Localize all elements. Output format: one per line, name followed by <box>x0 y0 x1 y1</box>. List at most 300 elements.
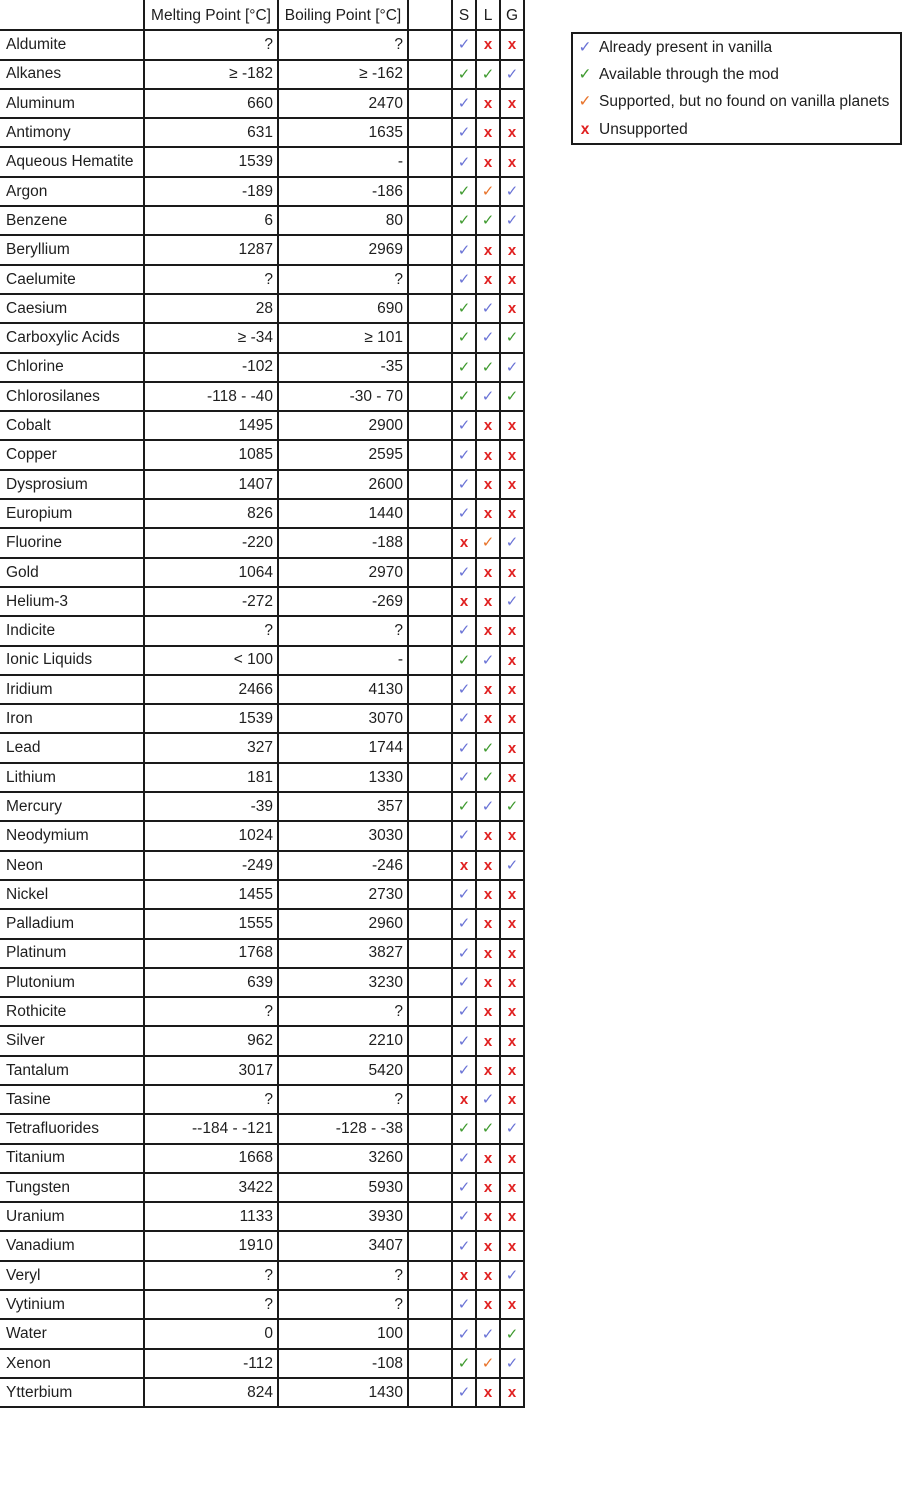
melting-point: -249 <box>144 851 278 880</box>
melting-point: 3422 <box>144 1173 278 1202</box>
melting-point: 1768 <box>144 939 278 968</box>
boiling-point: 5420 <box>278 1056 408 1085</box>
cross-icon: x <box>476 1202 500 1231</box>
element-name: Mercury <box>1 792 144 821</box>
element-name: Xenon <box>1 1349 144 1378</box>
cross-icon: x <box>476 821 500 850</box>
spacer-cell <box>408 851 452 880</box>
melting-point: 1668 <box>144 1144 278 1173</box>
table-row <box>1 1085 524 1114</box>
melting-point: 824 <box>144 1378 278 1407</box>
spacer-cell <box>408 265 452 294</box>
cross-icon: x <box>500 704 524 733</box>
spacer-cell <box>408 118 452 147</box>
spacer-cell <box>408 60 452 89</box>
check-icon: ✓ <box>452 1378 476 1407</box>
melting-point: 0 <box>144 1319 278 1348</box>
check-icon: ✓ <box>476 382 500 411</box>
melting-point: -39 <box>144 792 278 821</box>
check-icon: ✓ <box>452 1231 476 1260</box>
check-icon: ✓ <box>452 235 476 264</box>
table-row <box>1 1026 524 1055</box>
spacer-cell <box>408 411 452 440</box>
cross-icon: x <box>500 470 524 499</box>
spacer-cell <box>408 177 452 206</box>
check-icon: ✓ <box>452 1202 476 1231</box>
melting-point: ? <box>144 1290 278 1319</box>
cross-icon: x <box>500 1026 524 1055</box>
melting-point: ? <box>144 30 278 59</box>
table-row <box>1 1319 524 1348</box>
table-row <box>1 1378 524 1407</box>
element-name: Dysprosium <box>1 470 144 499</box>
check-icon: ✓ <box>452 470 476 499</box>
spacer-cell <box>408 89 452 118</box>
header-name <box>1 1 144 30</box>
cross-icon: x <box>452 528 476 557</box>
header-row <box>1 1 524 30</box>
table-row <box>1 353 524 382</box>
boiling-point: 690 <box>278 294 408 323</box>
boiling-point: 3930 <box>278 1202 408 1231</box>
cross-icon: x <box>500 646 524 675</box>
legend-label: Unsupported <box>599 120 688 138</box>
boiling-point: 3260 <box>278 1144 408 1173</box>
element-name: Fluorine <box>1 528 144 557</box>
check-icon: ✓ <box>452 147 476 176</box>
cross-icon: x <box>476 89 500 118</box>
check-icon: ✓ <box>452 1349 476 1378</box>
spacer-cell <box>408 294 452 323</box>
check-icon: ✓ <box>500 1349 524 1378</box>
table-row <box>1 30 524 59</box>
table-row <box>1 880 524 909</box>
element-name: Gold <box>1 558 144 587</box>
check-icon: ✓ <box>452 411 476 440</box>
check-icon: ✓ <box>452 89 476 118</box>
spacer-cell <box>408 880 452 909</box>
element-name: Caesium <box>1 294 144 323</box>
table-row <box>1 499 524 528</box>
element-name: Uranium <box>1 1202 144 1231</box>
table-row <box>1 1114 524 1143</box>
spacer-cell <box>408 30 452 59</box>
check-icon: ✓ <box>452 792 476 821</box>
boiling-point: 2730 <box>278 880 408 909</box>
cross-icon: x <box>500 499 524 528</box>
cross-icon: x <box>500 147 524 176</box>
spacer-cell <box>408 528 452 557</box>
melting-point: -220 <box>144 528 278 557</box>
element-name: Rothicite <box>1 997 144 1026</box>
cross-icon: x <box>500 558 524 587</box>
check-icon: ✓ <box>452 1056 476 1085</box>
spacer-cell <box>408 646 452 675</box>
check-icon: ✓ <box>500 177 524 206</box>
element-name: Tasine <box>1 1085 144 1114</box>
spacer-cell <box>408 1378 452 1407</box>
cross-icon: x <box>500 733 524 762</box>
element-name: Aldumite <box>1 30 144 59</box>
cross-icon: x <box>476 1144 500 1173</box>
spacer-cell <box>408 763 452 792</box>
element-name: Copper <box>1 440 144 469</box>
table-row <box>1 235 524 264</box>
check-icon: ✓ <box>500 1261 524 1290</box>
table-row <box>1 851 524 880</box>
check-icon: ✓ <box>476 733 500 762</box>
cross-icon: x <box>476 675 500 704</box>
boiling-point: 3230 <box>278 968 408 997</box>
spacer-cell <box>408 147 452 176</box>
element-name: Platinum <box>1 939 144 968</box>
table-row <box>1 1173 524 1202</box>
boiling-point: - <box>278 147 408 176</box>
element-name: Tantalum <box>1 1056 144 1085</box>
check-icon: ✓ <box>452 118 476 147</box>
check-icon: ✓ <box>476 792 500 821</box>
table-row <box>1 294 524 323</box>
legend-item <box>572 116 901 144</box>
check-icon: ✓ <box>452 968 476 997</box>
element-name: Iron <box>1 704 144 733</box>
element-name: Cobalt <box>1 411 144 440</box>
cross-icon: x <box>500 1056 524 1085</box>
cross-icon: x <box>500 440 524 469</box>
check-icon: ✓ <box>452 1026 476 1055</box>
element-name: Aqueous Hematite <box>1 147 144 176</box>
check-icon: ✓ <box>500 60 524 89</box>
check-icon: ✓ <box>452 558 476 587</box>
check-icon: ✓ <box>500 353 524 382</box>
element-name: Europium <box>1 499 144 528</box>
cross-icon: x <box>500 1144 524 1173</box>
spacer-cell <box>408 382 452 411</box>
spacer-cell <box>408 1026 452 1055</box>
boiling-point: 80 <box>278 206 408 235</box>
table-row <box>1 675 524 704</box>
element-name: Water <box>1 1319 144 1348</box>
cross-icon: x <box>476 470 500 499</box>
cross-icon: x <box>500 1085 524 1114</box>
cross-icon: x <box>476 880 500 909</box>
spacer-cell <box>408 558 452 587</box>
boiling-point: -108 <box>278 1349 408 1378</box>
cross-icon: x <box>500 909 524 938</box>
table-row <box>1 89 524 118</box>
element-name: Nickel <box>1 880 144 909</box>
spacer-cell <box>408 587 452 616</box>
check-icon: ✓ <box>452 763 476 792</box>
check-icon: ✓ <box>452 616 476 645</box>
melting-point: ? <box>144 1085 278 1114</box>
cross-icon: x <box>500 968 524 997</box>
table-row <box>1 147 524 176</box>
cross-icon: x <box>476 30 500 59</box>
check-icon: ✓ <box>452 675 476 704</box>
check-icon: ✓ <box>578 93 592 111</box>
boiling-point: -30 - 70 <box>278 382 408 411</box>
cross-icon: x <box>476 1026 500 1055</box>
check-icon: ✓ <box>476 323 500 352</box>
legend-item <box>572 33 901 61</box>
check-icon: ✓ <box>452 909 476 938</box>
header-gas: G <box>500 1 524 30</box>
table-row <box>1 733 524 762</box>
table-row <box>1 440 524 469</box>
check-icon: ✓ <box>452 382 476 411</box>
check-icon: ✓ <box>476 528 500 557</box>
melting-point: 327 <box>144 733 278 762</box>
element-name: Iridium <box>1 675 144 704</box>
spacer-cell <box>408 1231 452 1260</box>
spacer-cell <box>408 1261 452 1290</box>
cross-icon: x <box>476 265 500 294</box>
check-icon: ✓ <box>476 763 500 792</box>
cross-icon: x <box>500 675 524 704</box>
boiling-point: ≥ -162 <box>278 60 408 89</box>
element-name: Beryllium <box>1 235 144 264</box>
element-name: Tetrafluorides <box>1 1114 144 1143</box>
boiling-point: 1744 <box>278 733 408 762</box>
table-row <box>1 470 524 499</box>
spacer-cell <box>408 1173 452 1202</box>
check-icon: ✓ <box>500 528 524 557</box>
boiling-point: ? <box>278 1261 408 1290</box>
check-icon: ✓ <box>500 382 524 411</box>
check-icon: ✓ <box>452 353 476 382</box>
check-icon: ✓ <box>452 206 476 235</box>
table-row <box>1 382 524 411</box>
cross-icon: x <box>476 939 500 968</box>
melting-point: 1133 <box>144 1202 278 1231</box>
cross-icon: x <box>500 1231 524 1260</box>
cross-icon: x <box>476 968 500 997</box>
boiling-point: 357 <box>278 792 408 821</box>
table-row <box>1 1144 524 1173</box>
check-icon: ✓ <box>452 1144 476 1173</box>
melting-point: 3017 <box>144 1056 278 1085</box>
cross-icon: x <box>500 265 524 294</box>
header-liquid: L <box>476 1 500 30</box>
element-name: Chlorosilanes <box>1 382 144 411</box>
cross-icon: x <box>476 1261 500 1290</box>
element-name: Caelumite <box>1 265 144 294</box>
spacer-cell <box>408 1056 452 1085</box>
melting-point: ≥ -34 <box>144 323 278 352</box>
table-row <box>1 792 524 821</box>
boiling-point: - <box>278 646 408 675</box>
cross-icon: x <box>476 1173 500 1202</box>
cross-icon: x <box>500 616 524 645</box>
table-row <box>1 821 524 850</box>
cross-icon: x <box>476 997 500 1026</box>
cross-icon: x <box>500 1202 524 1231</box>
melting-point: 1910 <box>144 1231 278 1260</box>
melting-point: ? <box>144 616 278 645</box>
cross-icon: x <box>476 235 500 264</box>
table-row <box>1 177 524 206</box>
melting-point: 1539 <box>144 147 278 176</box>
table-row <box>1 909 524 938</box>
boiling-point: 2960 <box>278 909 408 938</box>
melting-point: 1287 <box>144 235 278 264</box>
boiling-point: ≥ 101 <box>278 323 408 352</box>
check-icon: ✓ <box>452 1290 476 1319</box>
boiling-point: 3827 <box>278 939 408 968</box>
boiling-point: 3030 <box>278 821 408 850</box>
boiling-point: ? <box>278 265 408 294</box>
element-name: Lead <box>1 733 144 762</box>
boiling-point: 1330 <box>278 763 408 792</box>
melting-point: ? <box>144 265 278 294</box>
legend-body <box>572 33 901 144</box>
spacer-cell <box>408 909 452 938</box>
melting-point: ? <box>144 1261 278 1290</box>
cross-icon: x <box>500 763 524 792</box>
table-row <box>1 411 524 440</box>
boiling-point: -246 <box>278 851 408 880</box>
cross-icon: x <box>500 411 524 440</box>
check-icon: ✓ <box>476 1349 500 1378</box>
element-name: Aluminum <box>1 89 144 118</box>
cross-icon: x <box>476 587 500 616</box>
melting-point: 1064 <box>144 558 278 587</box>
cross-icon: x <box>476 411 500 440</box>
melting-point: --184 - -121 <box>144 1114 278 1143</box>
cross-icon: x <box>500 821 524 850</box>
check-icon: ✓ <box>500 1114 524 1143</box>
boiling-point: -188 <box>278 528 408 557</box>
element-name: Tungsten <box>1 1173 144 1202</box>
spacer-cell <box>408 733 452 762</box>
check-icon: ✓ <box>452 821 476 850</box>
element-name: Silver <box>1 1026 144 1055</box>
check-icon: ✓ <box>452 323 476 352</box>
boiling-point: 2969 <box>278 235 408 264</box>
element-name: Ionic Liquids <box>1 646 144 675</box>
boiling-point: 2970 <box>278 558 408 587</box>
melting-point: -272 <box>144 587 278 616</box>
cross-icon: x <box>500 294 524 323</box>
melting-point: 826 <box>144 499 278 528</box>
table-row <box>1 1056 524 1085</box>
melting-point: -112 <box>144 1349 278 1378</box>
element-name: Chlorine <box>1 353 144 382</box>
check-icon: ✓ <box>452 60 476 89</box>
cross-icon: x <box>476 851 500 880</box>
table-row <box>1 118 524 147</box>
table-row <box>1 528 524 557</box>
spacer-cell <box>408 675 452 704</box>
element-name: Palladium <box>1 909 144 938</box>
boiling-point: 5930 <box>278 1173 408 1202</box>
spacer-cell <box>408 1319 452 1348</box>
cross-icon: x <box>476 704 500 733</box>
spacer-cell <box>408 206 452 235</box>
table-row <box>1 1261 524 1290</box>
spacer-cell <box>408 1114 452 1143</box>
element-name: Lithium <box>1 763 144 792</box>
boiling-point: 2600 <box>278 470 408 499</box>
element-name: Titanium <box>1 1144 144 1173</box>
element-name: Neon <box>1 851 144 880</box>
legend-item <box>572 61 901 88</box>
spacer-cell <box>408 470 452 499</box>
check-icon: ✓ <box>452 30 476 59</box>
check-icon: ✓ <box>452 1114 476 1143</box>
element-name: Carboxylic Acids <box>1 323 144 352</box>
spacer-cell <box>408 616 452 645</box>
table-row <box>1 763 524 792</box>
check-icon: ✓ <box>476 60 500 89</box>
header-boiling-point: Boiling Point [°C] <box>278 1 408 30</box>
spacer-cell <box>408 353 452 382</box>
check-icon: ✓ <box>476 294 500 323</box>
spacer-cell <box>408 323 452 352</box>
element-name: Helium-3 <box>1 587 144 616</box>
check-icon: ✓ <box>452 177 476 206</box>
cross-icon: x <box>452 1261 476 1290</box>
melting-point: 1495 <box>144 411 278 440</box>
check-icon: ✓ <box>500 851 524 880</box>
cross-icon: x <box>452 1085 476 1114</box>
melting-point: ? <box>144 997 278 1026</box>
cross-icon: x <box>500 30 524 59</box>
table-row <box>1 939 524 968</box>
spacer-cell <box>408 821 452 850</box>
spacer-cell <box>408 440 452 469</box>
melting-point: 2466 <box>144 675 278 704</box>
element-name: Benzene <box>1 206 144 235</box>
cross-icon: x <box>500 939 524 968</box>
table-row <box>1 1202 524 1231</box>
table-body <box>1 1 524 1407</box>
melting-point: 962 <box>144 1026 278 1055</box>
legend-label: Already present in vanilla <box>599 38 773 56</box>
check-icon: ✓ <box>476 1114 500 1143</box>
spacer-cell <box>408 997 452 1026</box>
melting-point: 28 <box>144 294 278 323</box>
boiling-point: 100 <box>278 1319 408 1348</box>
melting-point: 181 <box>144 763 278 792</box>
boiling-point: -35 <box>278 353 408 382</box>
boiling-point: 1440 <box>278 499 408 528</box>
cross-icon: x <box>476 1056 500 1085</box>
spacer-cell <box>408 939 452 968</box>
element-name: Neodymium <box>1 821 144 850</box>
legend-label: Supported, but no found on vanilla planets <box>599 93 890 111</box>
boiling-point: ? <box>278 616 408 645</box>
check-icon: ✓ <box>452 733 476 762</box>
table-row <box>1 616 524 645</box>
check-icon: ✓ <box>476 1085 500 1114</box>
cross-icon: x <box>476 147 500 176</box>
check-icon: ✓ <box>452 997 476 1026</box>
spacer-cell <box>408 1349 452 1378</box>
table-row <box>1 1290 524 1319</box>
element-name: Plutonium <box>1 968 144 997</box>
spacer-cell <box>408 704 452 733</box>
cross-icon: x <box>476 118 500 147</box>
table-row <box>1 60 524 89</box>
boiling-point: ? <box>278 997 408 1026</box>
melting-point: 1455 <box>144 880 278 909</box>
spacer-cell <box>408 1085 452 1114</box>
check-icon: ✓ <box>452 939 476 968</box>
cross-icon: x <box>476 1290 500 1319</box>
cross-icon: x <box>500 1173 524 1202</box>
